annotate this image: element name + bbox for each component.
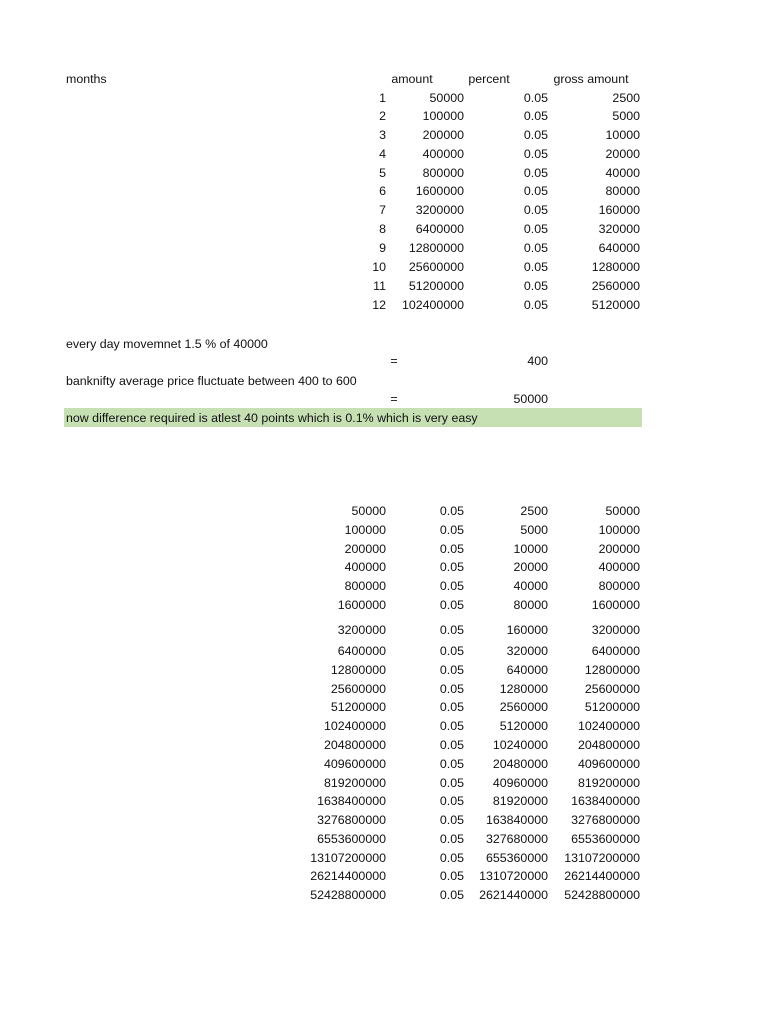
- percent-cell: 0.05: [523, 222, 548, 236]
- total-cell: 12800000: [584, 663, 640, 677]
- gross-cell: 10000: [605, 128, 640, 142]
- total-cell: 409600000: [577, 757, 640, 771]
- total-cell: 25600000: [584, 682, 640, 696]
- total-cell: 52428800000: [564, 888, 640, 902]
- percent-cell: 0.05: [439, 623, 464, 637]
- gross-cell: 10000: [513, 542, 548, 556]
- percent-cell: 0.05: [439, 598, 464, 612]
- gross-cell: 40960000: [492, 776, 548, 790]
- table-row: [0, 107, 768, 126]
- total-cell: 6553600000: [571, 832, 640, 846]
- amount-cell: 200000: [422, 128, 464, 142]
- total-cell: 200000: [598, 542, 640, 556]
- table-row: [0, 680, 768, 699]
- gross-cell: 81920000: [492, 794, 548, 808]
- gross-cell: 655360000: [485, 851, 548, 865]
- table-row: [0, 717, 768, 736]
- table-row: [0, 830, 768, 849]
- percent-cell: 0.05: [439, 851, 464, 865]
- table-row: [0, 736, 768, 755]
- gross-cell: 2500: [612, 91, 640, 105]
- table-row: [0, 755, 768, 774]
- percent-cell: 0.05: [523, 147, 548, 161]
- amount-cell: 102400000: [323, 719, 386, 733]
- gross-cell: 1280000: [499, 682, 548, 696]
- percent-cell: 0.05: [523, 184, 548, 198]
- gross-cell: 160000: [598, 203, 640, 217]
- total-cell: 3276800000: [571, 813, 640, 827]
- amount-cell: 800000: [344, 579, 386, 593]
- percent-cell: 0.05: [439, 644, 464, 658]
- total-cell: 102400000: [577, 719, 640, 733]
- equals-sign: =: [390, 392, 398, 406]
- table-row: [0, 145, 768, 164]
- gross-cell: 40000: [513, 579, 548, 593]
- amount-cell: 6400000: [415, 222, 464, 236]
- amount-cell: 25600000: [408, 260, 464, 274]
- fluctuate-value: 50000: [513, 392, 548, 406]
- gross-cell: 2560000: [591, 279, 640, 293]
- total-cell: 400000: [598, 560, 640, 574]
- table-row: [0, 774, 768, 793]
- equals-sign: =: [390, 354, 398, 368]
- amount-cell: 1600000: [415, 184, 464, 198]
- gross-cell: 20000: [605, 147, 640, 161]
- table-row: [0, 164, 768, 183]
- gross-cell: 20480000: [492, 757, 548, 771]
- gross-cell: 2560000: [499, 700, 548, 714]
- gross-cell: 5000: [612, 109, 640, 123]
- total-cell: 13107200000: [564, 851, 640, 865]
- gross-cell: 640000: [506, 663, 548, 677]
- movement-note: every day movemnet 1.5 % of 40000: [66, 337, 268, 351]
- percent-cell: 0.05: [523, 279, 548, 293]
- total-cell: 800000: [598, 579, 640, 593]
- amount-cell: 12800000: [408, 241, 464, 255]
- gross-cell: 163840000: [485, 813, 548, 827]
- percent-cell: 0.05: [439, 663, 464, 677]
- gross-cell: 20000: [513, 560, 548, 574]
- gross-cell: 80000: [605, 184, 640, 198]
- months-label: months: [66, 72, 107, 86]
- table-row: [0, 811, 768, 830]
- percent-cell: 0.05: [523, 203, 548, 217]
- table-row: [0, 661, 768, 680]
- percent-cell: 0.05: [439, 832, 464, 846]
- percent-cell: 0.05: [523, 260, 548, 274]
- table-row: [0, 596, 768, 615]
- month-cell: 6: [379, 184, 386, 198]
- percent-cell: 0.05: [439, 579, 464, 593]
- table-row: [0, 126, 768, 145]
- percent-cell: 0.05: [523, 298, 548, 312]
- amount-cell: 800000: [422, 166, 464, 180]
- month-cell: 9: [379, 241, 386, 255]
- table-row: [0, 277, 768, 296]
- table-row: [0, 201, 768, 220]
- amount-header: amount: [391, 72, 433, 86]
- amount-cell: 819200000: [323, 776, 386, 790]
- table-row: [0, 558, 768, 577]
- month-cell: 7: [379, 203, 386, 217]
- gross-cell: 2500: [520, 504, 548, 518]
- total-cell: 51200000: [584, 700, 640, 714]
- table-row: [0, 182, 768, 201]
- percent-cell: 0.05: [523, 91, 548, 105]
- table-row: [0, 792, 768, 811]
- table-row: [0, 849, 768, 868]
- total-cell: 1600000: [591, 598, 640, 612]
- percent-cell: 0.05: [439, 813, 464, 827]
- table-row: [0, 698, 768, 717]
- amount-cell: 102400000: [401, 298, 464, 312]
- table-row: [0, 642, 768, 661]
- movement-value: 400: [527, 354, 548, 368]
- percent-cell: 0.05: [439, 560, 464, 574]
- total-cell: 204800000: [577, 738, 640, 752]
- gross-cell: 80000: [513, 598, 548, 612]
- gross-cell: 1280000: [591, 260, 640, 274]
- table-row: [0, 886, 768, 905]
- gross-cell: 327680000: [485, 832, 548, 846]
- table-row: [0, 867, 768, 886]
- table-row: [0, 239, 768, 258]
- month-cell: 10: [372, 260, 386, 274]
- total-cell: 100000: [598, 523, 640, 537]
- amount-cell: 50000: [351, 504, 386, 518]
- total-cell: 1638400000: [571, 794, 640, 808]
- total-cell: 50000: [605, 504, 640, 518]
- percent-cell: 0.05: [439, 542, 464, 556]
- table-row: [0, 220, 768, 239]
- gross-cell: 1310720000: [479, 869, 548, 883]
- amount-cell: 6553600000: [317, 832, 386, 846]
- percent-cell: 0.05: [439, 523, 464, 537]
- table-row: [0, 502, 768, 521]
- percent-cell: 0.05: [439, 719, 464, 733]
- amount-cell: 3276800000: [317, 813, 386, 827]
- gross-cell: 640000: [598, 241, 640, 255]
- amount-cell: 100000: [344, 523, 386, 537]
- amount-cell: 400000: [422, 147, 464, 161]
- amount-cell: 25600000: [330, 682, 386, 696]
- amount-cell: 409600000: [323, 757, 386, 771]
- percent-cell: 0.05: [523, 128, 548, 142]
- highlighted-note: now difference required is atlest 40 points which is 0.1% which is very easy: [66, 411, 478, 425]
- amount-cell: 52428800000: [310, 888, 386, 902]
- month-cell: 11: [373, 279, 386, 293]
- table-row: [0, 621, 768, 640]
- percent-cell: 0.05: [523, 166, 548, 180]
- total-cell: 3200000: [591, 623, 640, 637]
- amount-cell: 26214400000: [310, 869, 386, 883]
- amount-cell: 50000: [429, 91, 464, 105]
- amount-cell: 51200000: [408, 279, 464, 293]
- gross-amount-header: gross amount: [553, 72, 629, 86]
- percent-cell: 0.05: [439, 776, 464, 790]
- percent-cell: 0.05: [439, 869, 464, 883]
- amount-cell: 1600000: [337, 598, 386, 612]
- percent-cell: 0.05: [439, 504, 464, 518]
- amount-cell: 200000: [344, 542, 386, 556]
- percent-cell: 0.05: [439, 757, 464, 771]
- total-cell: 26214400000: [564, 869, 640, 883]
- table-row: [0, 296, 768, 315]
- gross-cell: 5000: [520, 523, 548, 537]
- gross-cell: 5120000: [591, 298, 640, 312]
- table-row: [0, 89, 768, 108]
- gross-cell: 10240000: [492, 738, 548, 752]
- percent-cell: 0.05: [523, 109, 548, 123]
- gross-cell: 40000: [605, 166, 640, 180]
- amount-cell: 12800000: [330, 663, 386, 677]
- table-row: [0, 540, 768, 559]
- month-cell: 5: [379, 166, 386, 180]
- amount-cell: 51200000: [330, 700, 386, 714]
- percent-cell: 0.05: [439, 794, 464, 808]
- table-row: [0, 258, 768, 277]
- gross-cell: 320000: [598, 222, 640, 236]
- amount-cell: 13107200000: [310, 851, 386, 865]
- percent-cell: 0.05: [523, 241, 548, 255]
- amount-cell: 3200000: [415, 203, 464, 217]
- table-row: [0, 577, 768, 596]
- month-cell: 3: [379, 128, 386, 142]
- gross-cell: 320000: [506, 644, 548, 658]
- percent-header: percent: [468, 72, 510, 86]
- gross-cell: 160000: [506, 623, 548, 637]
- percent-cell: 0.05: [439, 738, 464, 752]
- month-cell: 12: [372, 298, 386, 312]
- amount-cell: 100000: [422, 109, 464, 123]
- month-cell: 2: [379, 109, 386, 123]
- gross-cell: 5120000: [499, 719, 548, 733]
- percent-cell: 0.05: [439, 888, 464, 902]
- fluctuate-note: banknifty average price fluctuate between 400 to 600: [66, 374, 357, 388]
- total-cell: 819200000: [577, 776, 640, 790]
- month-cell: 4: [379, 147, 386, 161]
- percent-cell: 0.05: [439, 682, 464, 696]
- gross-cell: 2621440000: [479, 888, 548, 902]
- table-row: [0, 521, 768, 540]
- amount-cell: 6400000: [337, 644, 386, 658]
- percent-cell: 0.05: [439, 700, 464, 714]
- amount-cell: 3200000: [337, 623, 386, 637]
- amount-cell: 400000: [344, 560, 386, 574]
- month-cell: 8: [379, 222, 386, 236]
- month-cell: 1: [379, 91, 386, 105]
- amount-cell: 1638400000: [317, 794, 386, 808]
- amount-cell: 204800000: [323, 738, 386, 752]
- total-cell: 6400000: [591, 644, 640, 658]
